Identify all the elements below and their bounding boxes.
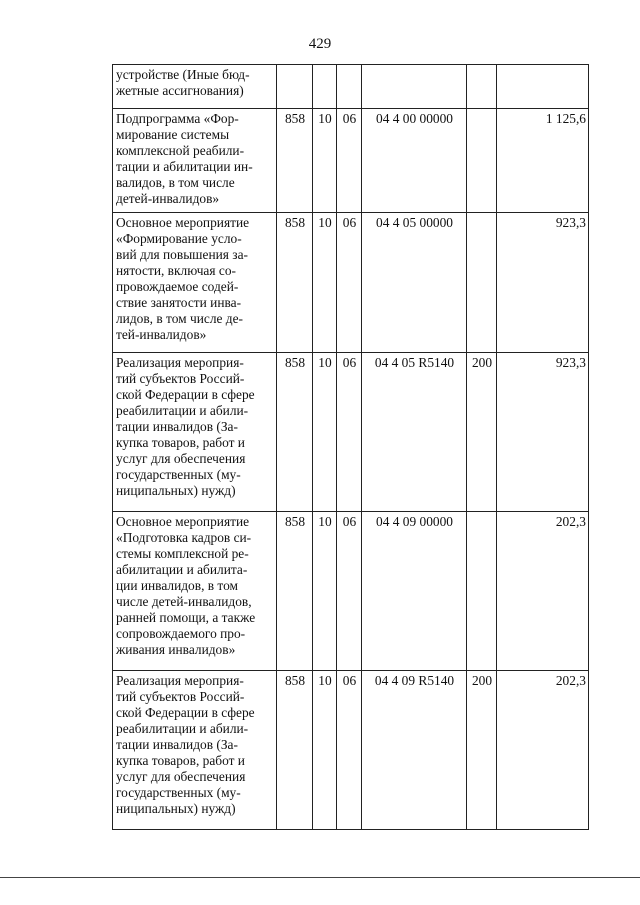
bottom-rule [0,877,640,878]
item-name-line: тий субъектов Россий- [116,371,245,386]
item-name-cell [113,353,277,512]
item-name-line: купка товаров, работ и [116,435,245,450]
item-name-line: ранней помощи, а также [116,610,256,625]
item-name-line: Реализация мероприя- [116,355,244,370]
item-name-line: Реализация мероприя- [116,673,244,688]
table-row [113,213,589,353]
razdel-cell [313,65,337,109]
item-name-line: «Формирование усло- [116,231,242,246]
item-name-line: Подпрограмма «Фор- [116,111,239,126]
item-name-line: Основное мероприятие [116,514,250,529]
item-name-line: реабилитации и абили- [116,403,249,418]
item-name-line: стемы комплексной ре- [116,546,249,561]
sum-cell: 202,3 [497,512,589,671]
sum-cell: 1 125,6 [497,109,589,213]
razdel-cell: 10 [313,512,337,671]
podrazdel-cell: 06 [337,671,362,830]
item-name-line: ской Федерации в сфере [116,387,255,402]
expense-type-cell: 200 [467,671,497,830]
grbs-cell [277,65,313,109]
item-name-cell [113,109,277,213]
item-name-line: живания инвалидов» [116,642,236,657]
razdel-cell: 10 [313,671,337,830]
grbs-cell: 858 [277,353,313,512]
item-name-line: тей-инвалидов» [116,327,207,342]
item-name-line: лидов, в том числе де- [116,311,244,326]
expense-type-cell [467,65,497,109]
item-name-line: государственных (му- [116,785,241,800]
item-name-line: купка товаров, работ и [116,753,245,768]
item-name-line: вий для повышения за- [116,247,248,262]
item-name-line: комплексной реабили- [116,143,245,158]
item-name-line: Основное мероприятие [116,215,250,230]
target-article-cell: 04 4 05 00000 [362,213,467,353]
item-name-line: ниципальных) нужд) [116,483,236,498]
item-name-line: ции инвалидов, в том [116,578,239,593]
podrazdel-cell: 06 [337,353,362,512]
grbs-cell: 858 [277,671,313,830]
sum-cell: 923,3 [497,353,589,512]
razdel-cell: 10 [313,213,337,353]
item-name-line: ской Федерации в сфере [116,705,255,720]
item-name-line: числе детей-инвалидов, [116,594,252,609]
expense-type-cell [467,512,497,671]
item-name-line: тий субъектов Россий- [116,689,245,704]
item-name-line: услуг для обеспечения [116,769,246,784]
item-name-line: ниципальных) нужд) [116,801,236,816]
razdel-cell: 10 [313,109,337,213]
razdel-cell: 10 [313,353,337,512]
item-name-cell [113,213,277,353]
table-row [113,671,589,830]
item-name-cell [113,512,277,671]
target-article-cell: 04 4 05 R5140 [362,353,467,512]
item-name-line: детей-инвалидов» [116,191,220,206]
podrazdel-cell: 06 [337,213,362,353]
item-name-line: «Подготовка кадров си- [116,530,252,545]
target-article-cell: 04 4 00 00000 [362,109,467,213]
item-name-line: устройстве (Иные бюд- [116,67,250,82]
target-article-cell: 04 4 09 00000 [362,512,467,671]
item-name-line: тации инвалидов (За- [116,419,238,434]
item-name-line: ствие занятости инва- [116,295,242,310]
item-name-line: провождаемое содей- [116,279,239,294]
table-row [113,512,589,671]
budget-table-body [113,65,589,830]
sum-cell: 202,3 [497,671,589,830]
item-name-line: нятости, включая со- [116,263,236,278]
grbs-cell: 858 [277,213,313,353]
table-row [113,109,589,213]
sum-cell [497,65,589,109]
podrazdel-cell: 06 [337,512,362,671]
sum-cell: 923,3 [497,213,589,353]
podrazdel-cell [337,65,362,109]
item-name-line: тации и абилитации ин- [116,159,253,174]
budget-table [112,64,589,830]
item-name-cell [113,671,277,830]
page-number: 429 [308,36,332,52]
item-name-line: тации инвалидов (За- [116,737,238,752]
target-article-cell [362,65,467,109]
item-name-line: абилитации и абилита- [116,562,248,577]
item-name-line: мирование системы [116,127,230,142]
grbs-cell: 858 [277,109,313,213]
item-name-line: услуг для обеспечения [116,451,246,466]
item-name-line: жетные ассигнования) [116,83,244,98]
expense-type-cell: 200 [467,353,497,512]
podrazdel-cell: 06 [337,109,362,213]
expense-type-cell [467,109,497,213]
item-name-line: реабилитации и абили- [116,721,249,736]
target-article-cell: 04 4 09 R5140 [362,671,467,830]
item-name-line: сопровождаемого про- [116,626,246,641]
item-name-line: государственных (му- [116,467,241,482]
table-row [113,65,589,109]
table-row [113,353,589,512]
item-name-line: валидов, в том числе [116,175,235,190]
item-name-cell [113,65,277,109]
grbs-cell: 858 [277,512,313,671]
expense-type-cell [467,213,497,353]
